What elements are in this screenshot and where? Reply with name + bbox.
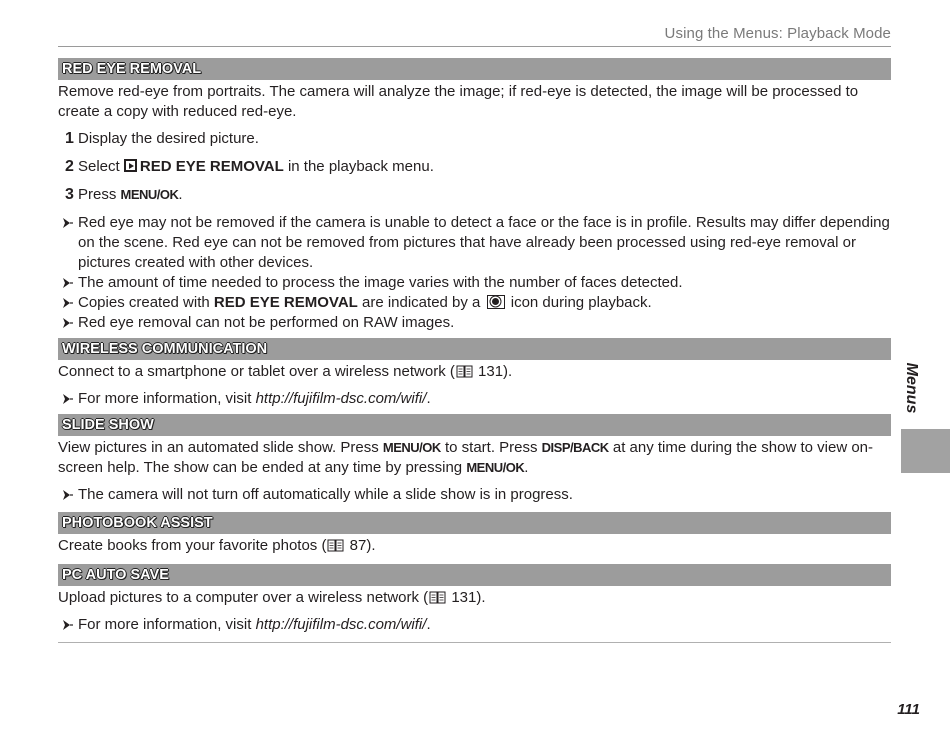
- step-number: 2: [65, 158, 74, 175]
- para-text: .: [524, 459, 529, 476]
- para-text: 131).: [447, 589, 486, 606]
- step-3: [58, 185, 891, 205]
- section-header-pc-auto-save: [58, 564, 891, 586]
- side-thumb-tab: [901, 429, 950, 473]
- book-reference-icon: [456, 365, 473, 378]
- para-text: at any time during the show to view on-screen help. The show can be ended at any time by pressing: [58, 439, 873, 476]
- section-header-slide-show: [58, 414, 891, 436]
- para-text: View pictures in an automated slide show. Press: [58, 439, 379, 456]
- step-text: in the playback menu.: [287, 158, 434, 175]
- para-text: 131).: [473, 363, 513, 380]
- playback-menu-icon: [124, 159, 137, 172]
- note-pencil-icon: [60, 316, 74, 330]
- note-pencil-icon: [60, 296, 74, 310]
- menu-ok-key: MENU/OK: [466, 460, 525, 475]
- note-item: [58, 485, 891, 505]
- note-item: [58, 615, 891, 635]
- red-eye-icon: [487, 295, 505, 309]
- note-text: Red eye may not be removed if the camera is unable to detect a face or the face is in profile. Results may differ depending on the scene. Red eye can not be removed from pictures that have already been processed using red-eye removal or pictures created with other devices.: [78, 214, 890, 271]
- book-reference-icon: [327, 539, 344, 552]
- section-title: WIRELESS COMMUNICATION: [62, 341, 268, 357]
- section-title: RED EYE REMOVAL: [62, 61, 202, 77]
- note-text: The camera will not turn off automatically while a slide show is in progress.: [78, 486, 573, 503]
- note-text: Red eye removal can not be performed on RAW images.: [78, 314, 455, 331]
- wifi-url-link[interactable]: http://fujifilm-dsc.com/wifi/: [255, 616, 427, 633]
- page-content: [58, 58, 891, 635]
- red-eye-intro: Remove red-eye from portraits. The camera will analyze the image; if red-eye is detected, the image will be processed to create a copy with reduced red-eye.: [58, 83, 859, 120]
- menu-item-name: RED EYE REMOVAL: [213, 294, 358, 311]
- para-text: Create books from your favorite photos (: [58, 537, 327, 554]
- section-title: PC AUTO SAVE: [62, 567, 169, 583]
- note-text: are indicated by a: [361, 294, 481, 311]
- wireless-intro: [58, 362, 891, 382]
- section-header-photobook-assist: [58, 512, 891, 534]
- section-header-red-eye-removal: [58, 58, 891, 80]
- photobook-intro: [58, 536, 891, 556]
- para-text: to start. Press: [444, 439, 538, 456]
- note-text: .: [426, 390, 431, 407]
- note-item: [58, 313, 891, 333]
- note-text: The amount of time needed to process the image varies with the number of faces detected.: [78, 274, 683, 291]
- pc-auto-save-intro: [58, 588, 891, 608]
- step-text: Select: [78, 158, 120, 175]
- wifi-url-link[interactable]: http://fujifilm-dsc.com/wifi/: [255, 390, 427, 407]
- page-number: 111: [897, 701, 920, 718]
- footer-divider: [58, 642, 891, 643]
- note-item: [58, 389, 891, 409]
- header-title: Using the Menus: Playback Mode: [664, 25, 891, 42]
- section-title: PHOTOBOOK ASSIST: [62, 515, 213, 531]
- disp-back-key: DISP/BACK: [541, 440, 609, 455]
- menu-ok-key: MENU/OK: [120, 187, 179, 202]
- para-text: Upload pictures to a computer over a wireless network (: [58, 589, 429, 606]
- note-text: For more information, visit: [78, 390, 252, 407]
- note-pencil-icon: [60, 488, 74, 502]
- page-header: [58, 22, 891, 47]
- note-item: [58, 273, 891, 293]
- step-number: 1: [65, 130, 74, 147]
- note-pencil-icon: [60, 618, 74, 632]
- slide-show-intro: [58, 438, 891, 478]
- note-item: [58, 293, 891, 313]
- step-text: .: [178, 186, 183, 203]
- note-pencil-icon: [60, 276, 74, 290]
- section-title: SLIDE SHOW: [62, 417, 154, 433]
- note-text: Copies created with: [78, 294, 210, 311]
- menu-item-name: RED EYE REMOVAL: [139, 158, 284, 175]
- step-number: 3: [65, 186, 74, 203]
- para-text: 87).: [345, 537, 376, 554]
- step-2: [58, 157, 891, 177]
- side-section-label: [898, 356, 924, 420]
- book-reference-icon: [429, 591, 446, 604]
- step-text: Press: [78, 186, 117, 203]
- step-text: Display the desired picture.: [78, 130, 259, 147]
- note-pencil-icon: [60, 392, 74, 406]
- note-text: .: [426, 616, 431, 633]
- section-header-wireless-communication: [58, 338, 891, 360]
- step-1: [58, 129, 891, 149]
- note-item: [58, 213, 891, 273]
- note-pencil-icon: [60, 216, 74, 230]
- para-text: Connect to a smartphone or tablet over a wireless network (: [58, 363, 455, 380]
- note-text: For more information, visit: [78, 616, 252, 633]
- note-text: icon during playback.: [510, 294, 652, 311]
- side-label-text: Menus: [903, 362, 920, 414]
- menu-ok-key: MENU/OK: [382, 440, 441, 455]
